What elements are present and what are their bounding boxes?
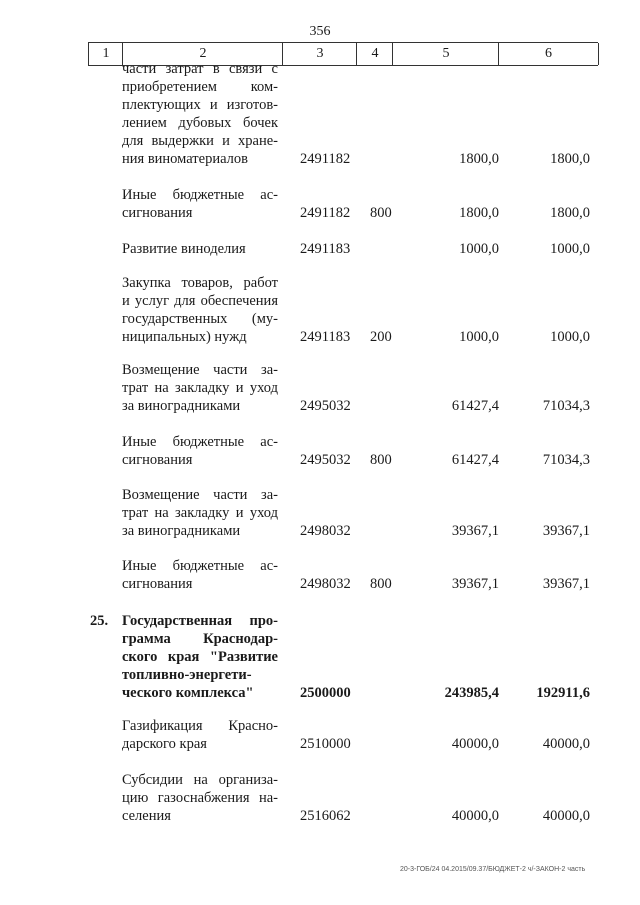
name-line: для выдержки и хране-	[122, 133, 278, 149]
row-vr: 200	[370, 329, 392, 345]
row-code: 2498032	[300, 523, 351, 539]
name-line: Возмещение части за-	[122, 362, 278, 378]
footer-reference: 20-3-ГОБ/24 04.2015/09.37/БЮДЖЕТ-2 ч/-ЗАКОН-2 часть	[400, 866, 586, 873]
name-line: топливно-энергети-	[122, 667, 252, 683]
row-value-2: 39367,1	[542, 576, 590, 592]
page-number: 356	[309, 24, 331, 39]
row-value-2: 71034,3	[542, 452, 590, 468]
table-row	[88, 61, 598, 168]
name-line: сигнования	[122, 205, 193, 221]
row-vr: 800	[370, 452, 392, 468]
name-line: Иные бюджетные ас-	[122, 434, 278, 450]
name-line: трат на закладку и уход	[122, 380, 278, 396]
name-line: плектующих и изготов-	[122, 97, 278, 113]
row-value-1: 39367,1	[451, 576, 499, 592]
table-row	[88, 240, 598, 258]
name-line: сигнования	[122, 576, 193, 592]
name-line: и услуг для обеспечения	[122, 293, 278, 309]
row-code: 2516062	[300, 808, 351, 824]
row-value-1: 1800,0	[459, 151, 499, 167]
name-line: Государственная про-	[122, 613, 278, 629]
name-line: ческого комплекса"	[122, 685, 254, 701]
name-line: за виноградниками	[122, 398, 241, 414]
table-row	[88, 557, 598, 593]
row-code: 2491182	[300, 205, 351, 221]
row-value-2: 40000,0	[542, 736, 590, 752]
header-col-5: 5	[392, 43, 499, 65]
name-line: Иные бюджетные ас-	[122, 187, 278, 203]
name-line: части затрат в связи с	[122, 61, 278, 77]
name-line: цию газоснабжения на-	[122, 790, 278, 806]
table-row-program	[88, 612, 598, 702]
row-value-2: 1000,0	[550, 329, 590, 345]
row-value-2: 40000,0	[542, 808, 590, 824]
row-code: 2498032	[300, 576, 351, 592]
name-line: Развитие виноделия	[122, 241, 246, 257]
name-line: грамма Краснодар-	[122, 631, 278, 647]
row-code: 2495032	[300, 452, 351, 468]
header-col-2: 2	[122, 43, 283, 65]
row-code: 2500000	[300, 685, 351, 701]
row-code: 2495032	[300, 398, 351, 414]
row-name	[122, 717, 278, 753]
row-name	[122, 274, 278, 346]
table-row	[88, 274, 598, 346]
row-value-1: 1000,0	[459, 241, 499, 257]
row-vr: 800	[370, 576, 392, 592]
row-value-1: 40000,0	[451, 736, 499, 752]
name-line: ниципальных) нужд	[122, 329, 247, 345]
row-value-1: 243985,4	[444, 685, 499, 701]
table-row	[88, 717, 598, 753]
name-line: ния виноматериалов	[122, 151, 248, 167]
row-name	[122, 240, 278, 258]
name-line: за виноградниками	[122, 523, 241, 539]
row-name	[122, 771, 278, 825]
header-col-6: 6	[498, 43, 599, 65]
row-value-1: 40000,0	[451, 808, 499, 824]
row-value-1: 61427,4	[451, 452, 499, 468]
header-col-1: 1	[88, 43, 123, 65]
name-line: сигнования	[122, 452, 193, 468]
table-row	[88, 361, 598, 415]
header-col-3: 3	[282, 43, 357, 65]
row-value-2: 39367,1	[542, 523, 590, 539]
row-name	[122, 186, 278, 222]
name-line: Иные бюджетные ас-	[122, 558, 278, 574]
row-code: 2491183	[300, 241, 351, 257]
header-col-4: 4	[356, 43, 393, 65]
row-value-1: 61427,4	[451, 398, 499, 414]
name-line: государственных (му-	[122, 311, 278, 327]
name-line: трат на закладку и уход	[122, 505, 278, 521]
row-value-2: 1800,0	[550, 151, 590, 167]
name-line: приобретением ком-	[122, 79, 278, 95]
row-code: 2491183	[300, 329, 351, 345]
name-line: селения	[122, 808, 171, 824]
row-value-1: 1000,0	[459, 329, 499, 345]
table-row	[88, 486, 598, 540]
row-number: 25.	[90, 613, 109, 629]
row-name	[122, 361, 278, 415]
row-value-1: 39367,1	[451, 523, 499, 539]
name-line: Возмещение части за-	[122, 487, 278, 503]
row-value-2: 1800,0	[550, 205, 590, 221]
row-name	[122, 557, 278, 593]
row-vr: 800	[370, 205, 392, 221]
row-name	[122, 60, 278, 168]
table-row	[88, 186, 598, 222]
row-value-2: 192911,6	[536, 685, 590, 701]
row-value-1: 1800,0	[459, 205, 499, 221]
row-code: 2510000	[300, 736, 351, 752]
name-line: Закупка товаров, работ	[122, 275, 278, 291]
row-value-2: 1000,0	[550, 241, 590, 257]
name-line: лением дубовых бочек	[122, 115, 278, 131]
table-row	[88, 771, 598, 825]
name-line: ского края "Развитие	[122, 649, 278, 665]
row-name	[122, 433, 278, 469]
table-row	[88, 433, 598, 469]
name-line: дарского края	[122, 736, 207, 752]
row-name	[122, 612, 278, 702]
name-line: Газификация Красно-	[122, 718, 278, 734]
row-value-2: 71034,3	[542, 398, 590, 414]
name-line: Субсидии на организа-	[122, 772, 278, 788]
row-code: 2491182	[300, 151, 351, 167]
row-name	[122, 486, 278, 540]
